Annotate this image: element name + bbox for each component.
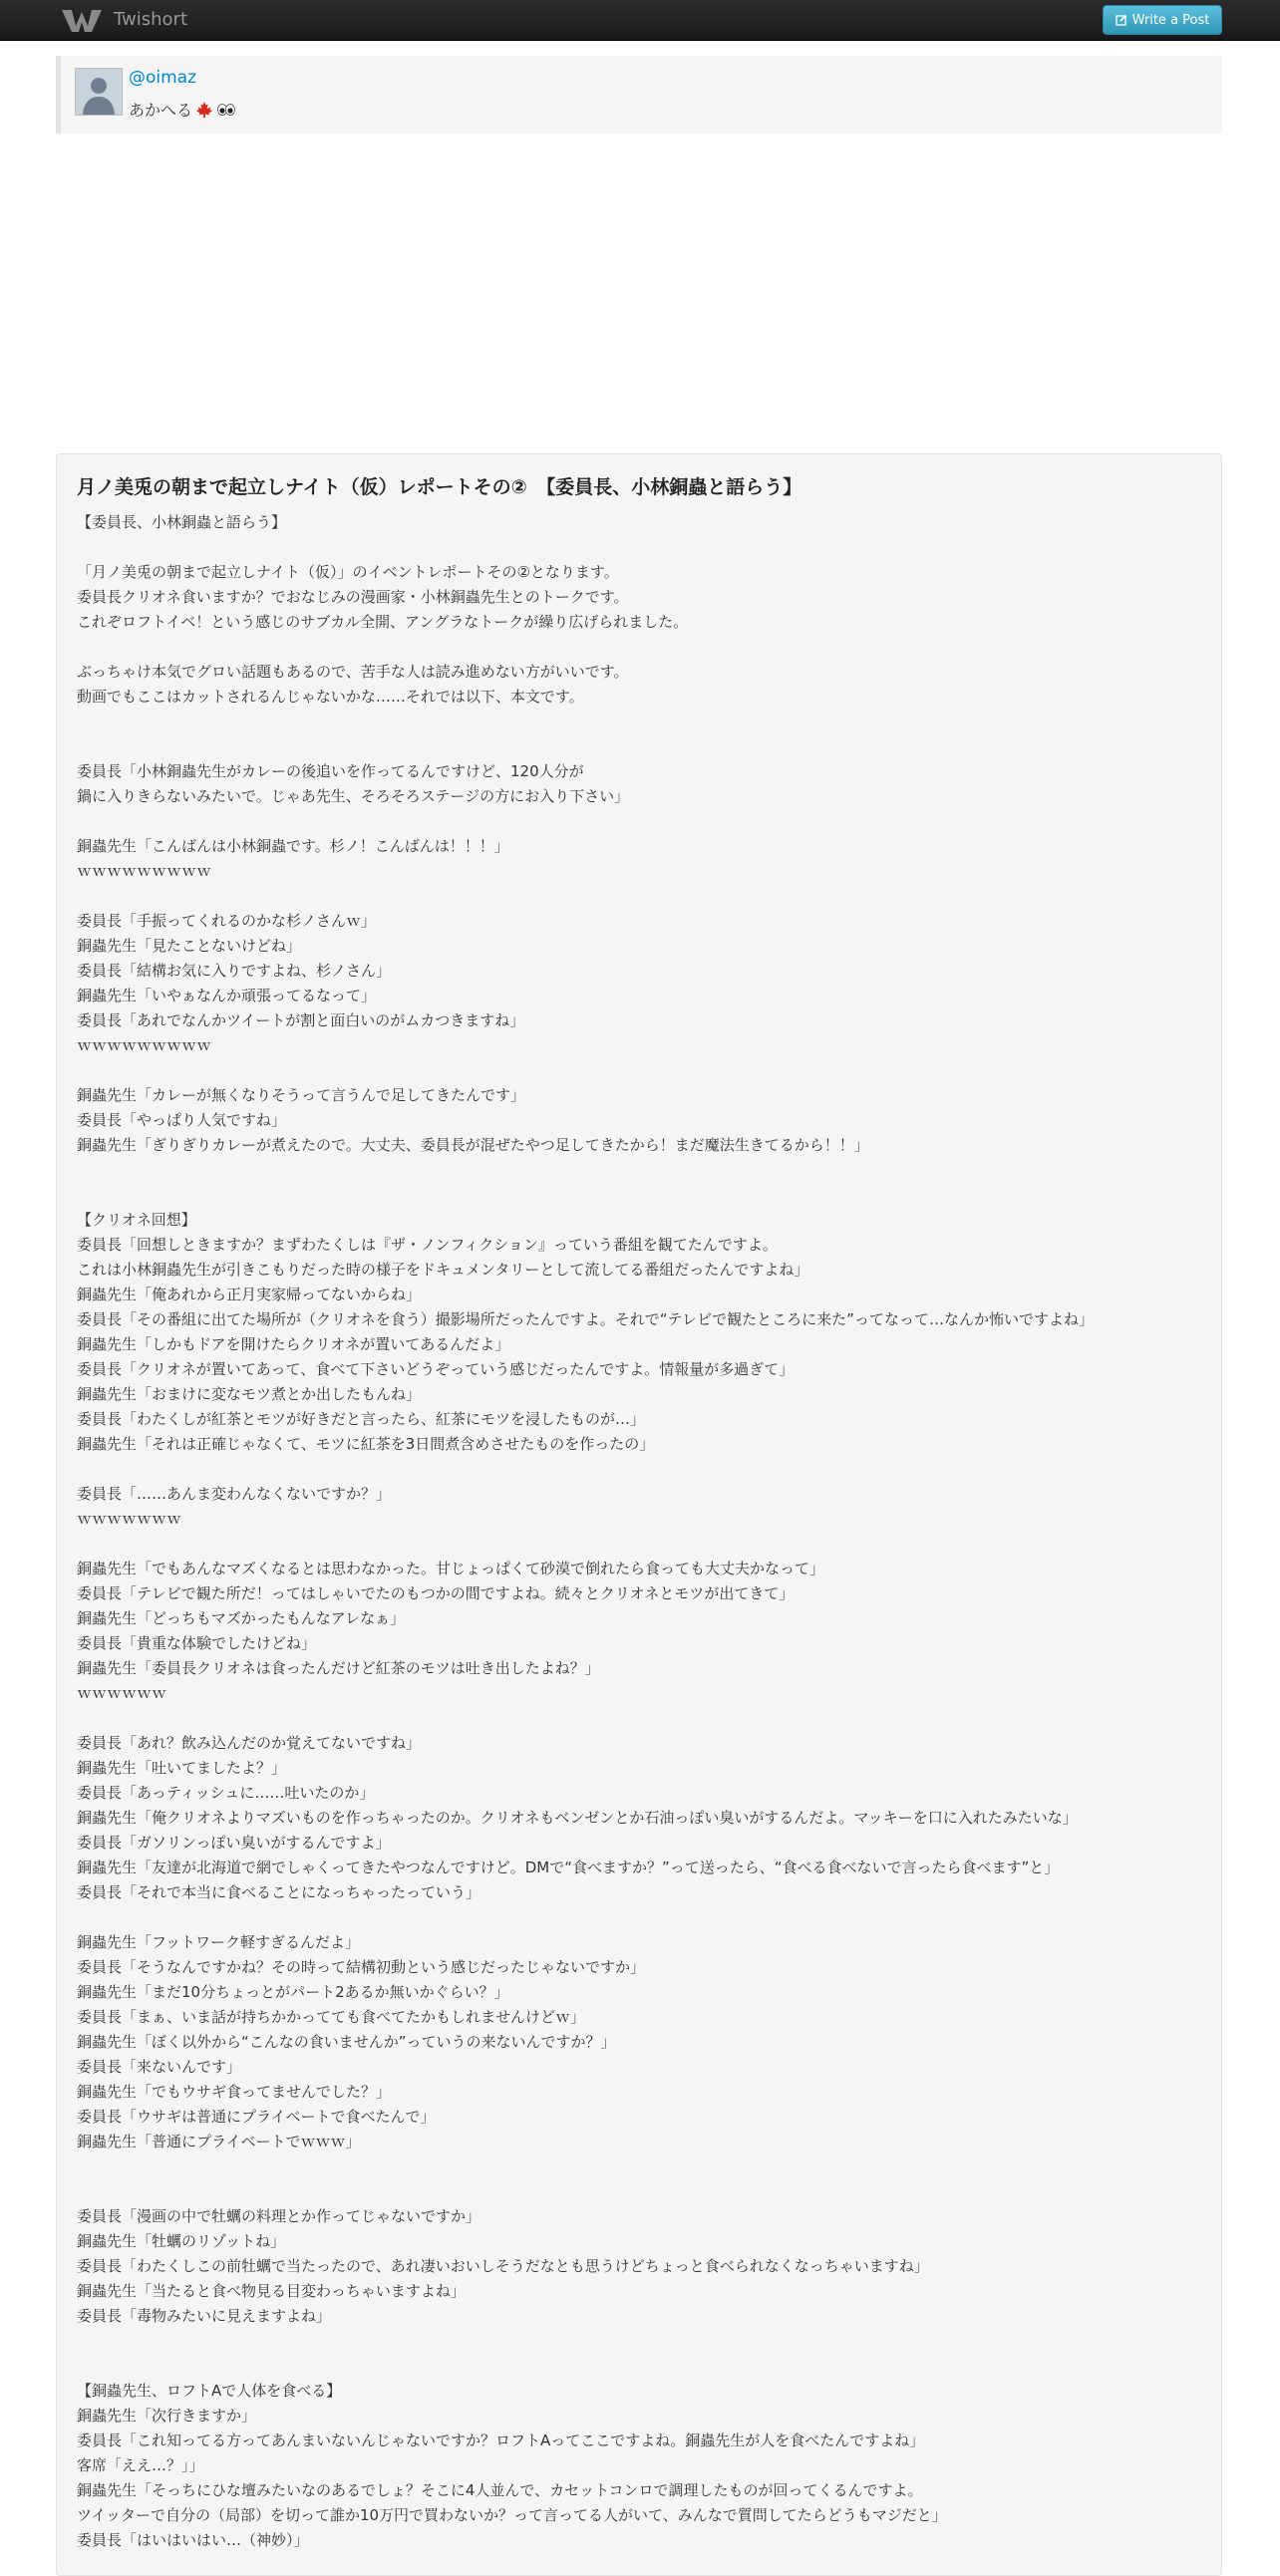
post-line: 委員長「ウサギは普通にプライベートで食べたんで」 bbox=[77, 2108, 436, 2126]
post-line: 銅蟲先生「まだ10分ちょっとがパート2あるか無いかぐらい？」 bbox=[77, 1983, 509, 2001]
post-line: ｗｗｗｗｗｗ bbox=[77, 1684, 167, 1702]
post-line bbox=[77, 1058, 1203, 1083]
post-line: 銅蟲先生「そっちにひな壇みたいなのあるでしょ？そこに4人並んで、カセットコンロで調理したものが回ってくるんですよ。 bbox=[77, 2481, 923, 2499]
post-line: 【クリオネ回想】 bbox=[77, 1211, 196, 1229]
post-line: 委員長「あっティッシュに……吐いたのか」 bbox=[77, 1784, 375, 1802]
post-line: ｗｗｗｗｗｗｗｗｗ bbox=[77, 862, 212, 880]
post-line: これぞロフトイベ！という感じのサブカル全開、アングラなトークが繰り広げられました。 bbox=[77, 613, 689, 631]
brand-name[interactable]: Twishort bbox=[114, 9, 187, 30]
post-line: 委員長「そうなんですかね？その時って結構初動という感じだったじゃないですか」 bbox=[77, 1958, 646, 1976]
post-line: 委員長「あれ？飲み込んだのか覚えてないですね」 bbox=[77, 1734, 422, 1752]
profile-card bbox=[56, 56, 1222, 134]
post-line: 委員長「はいはいはい…（神妙）」 bbox=[77, 2531, 309, 2549]
post-line: 【委員長、小林銅蟲と語らう】 bbox=[77, 513, 287, 531]
write-post-button[interactable] bbox=[1103, 5, 1222, 35]
maple-leaf-icon bbox=[194, 101, 214, 119]
post-line bbox=[77, 734, 1203, 759]
post-line: 銅蟲先生「でもウサギ食ってませんでした？」 bbox=[77, 2083, 392, 2101]
post-line: 銅蟲先生「牡蠣のリゾットね」 bbox=[77, 2232, 286, 2250]
post-line: 銅蟲先生「カレーが無くなりそうって言うんで足してきたんです」 bbox=[77, 1086, 526, 1104]
post-line: 銅蟲先生「見たことないけどね」 bbox=[77, 937, 302, 955]
post-line bbox=[77, 1183, 1203, 1208]
post-line bbox=[77, 710, 1203, 734]
post-line: ｗｗｗｗｗｗｗ bbox=[77, 1510, 182, 1528]
post-line bbox=[77, 884, 1203, 909]
post-line: 委員長「回想しときますか？まずわたくしは『ザ・ノンフィクション』っていう番組を観てたんですよ。 bbox=[77, 1236, 778, 1254]
post-line: 委員長「手振ってくれるのかな杉ノさんｗ」 bbox=[77, 912, 377, 930]
post-card bbox=[56, 453, 1222, 2576]
post-line: 銅蟲先生「委員長クリオネは食ったんだけど紅茶のモツは吐き出したよね？」 bbox=[77, 1659, 600, 1677]
post-line: 銅蟲先生「ぼく以外から“こんなの食いませんか”っていうの来ないんですか？」 bbox=[77, 2033, 616, 2051]
post-line: 委員長「……あんま変わんなくないですか？」 bbox=[77, 1485, 392, 1503]
post-line: 委員長「貴重な体験でしたけどね」 bbox=[77, 1634, 317, 1652]
post-line: 委員長「その番組に出てた場所が（クリオネを食う）撮影場所だったんですよ。それで“テレビで観たところに来た”ってなって…なんか怖いですよね」 bbox=[77, 1310, 1094, 1328]
post-line: 委員長「小林銅蟲先生がカレーの後追いを作ってるんですけど、120人分が bbox=[77, 762, 584, 780]
post-line: 委員長「これ知ってる方ってあんまいないんじゃないですか？ロフトAってここですよね。銅蟲先生が人を食べたんですよね」 bbox=[77, 2432, 925, 2449]
profile-bio bbox=[129, 98, 236, 121]
post-line: 銅蟲先生「おまけに変なモツ煮とか出したもんね」 bbox=[77, 1385, 422, 1403]
post-line: 委員長クリオネ食いますか？でおなじみの漫画家・小林銅蟲先生とのトークです。 bbox=[77, 588, 629, 606]
post-line: 銅蟲先生「当たると食べ物見る目変わっちゃいますよね」 bbox=[77, 2282, 466, 2300]
post-line: 委員長「テレビで観た所だ！ってはしゃいでたのもつかの間ですよね。続々とクリオネとモツが出てきて」 bbox=[77, 1584, 795, 1602]
twishort-logo-icon[interactable] bbox=[60, 6, 104, 34]
post-line bbox=[77, 2179, 1203, 2204]
post-line: 委員長「毒物みたいに見えますよね」 bbox=[77, 2307, 332, 2325]
post-line: 銅蟲先生「次行きますか」 bbox=[77, 2407, 257, 2425]
post-line: 銅蟲先生「しかもドアを開けたらクリオネが置いてあるんだよ」 bbox=[77, 1335, 510, 1353]
post-line: 銅蟲先生「俺あれから正月実家帰ってないからね」 bbox=[77, 1286, 422, 1303]
post-title: 月ノ美兎の朝まで起立しナイト（仮）レポートその② 【委員長、小林銅蟲と語らう】 bbox=[77, 476, 802, 498]
post-line: 委員長「あれでなんかツイートが割と面白いのがムカつきますね」 bbox=[77, 1011, 525, 1029]
post-body bbox=[77, 510, 1203, 2553]
post-line: 委員長「結構お気に入りですよね、杉ノさん」 bbox=[77, 962, 392, 980]
eyes-icon bbox=[216, 101, 236, 119]
post-line: 銅蟲先生「それは正確じゃなくて、モツに紅茶を3日間煮含めさせたものを作ったの」 bbox=[77, 1435, 655, 1453]
top-navbar bbox=[0, 0, 1280, 41]
post-line: 動画でもここはカットされるんじゃないかな……それでは以下、本文です。 bbox=[77, 688, 584, 706]
post-line: 委員長「来ないんです」 bbox=[77, 2058, 242, 2076]
post-line: 銅蟲先生「フットワーク軽すぎるんだよ」 bbox=[77, 1933, 360, 1951]
post-line: ｗｗｗｗｗｗｗｗｗ bbox=[77, 1036, 212, 1054]
post-line: 委員長「わたくしが紅茶とモツが好きだと言ったら、紅茶にモツを浸したものが…」 bbox=[77, 1410, 646, 1428]
avatar[interactable] bbox=[75, 68, 123, 116]
post-line: ツイッターで自分の（局部）を切って誰か10万円で買わないか？って言ってる人がいて、みんなで質問してたらどうもマジだと」 bbox=[77, 2506, 947, 2524]
post-line bbox=[77, 2154, 1203, 2179]
post-line: 委員長「ガソリンっぽい臭いがするんですよ」 bbox=[77, 1834, 391, 1852]
post-line bbox=[77, 1457, 1203, 1482]
post-line: 鍋に入りきらないみたいで。じゃあ先生、そろそろステージの方にお入り下さい」 bbox=[77, 787, 630, 805]
post-line: 銅蟲先生「いやぁなんか頑張ってるなって」 bbox=[77, 987, 377, 1004]
post-line: 委員長「それで本当に食べることになっちゃったっていう」 bbox=[77, 1883, 481, 1901]
post-line bbox=[77, 2354, 1203, 2379]
post-line: 銅蟲先生「ぎりぎりカレーが煮えたので。大丈夫、委員長が混ぜたやつ足してきたから！まだ魔法生きてるから！！」 bbox=[77, 1136, 869, 1154]
post-line bbox=[77, 635, 1203, 660]
post-line bbox=[77, 1158, 1203, 1183]
post-line: 委員長「わたくしこの前牡蠣で当たったので、あれ凄いおいしそうだなとも思うけどちょっと食べられなくなっちゃいますね」 bbox=[77, 2257, 929, 2275]
post-line: 【銅蟲先生、ロフトAで人体を食べる】 bbox=[77, 2382, 342, 2400]
post-line: 銅蟲先生「どっちもマズかったもんなアレなぁ」 bbox=[77, 1609, 406, 1627]
post-line bbox=[77, 2329, 1203, 2354]
post-line: 委員長「やっぱり人気ですね」 bbox=[77, 1111, 287, 1129]
post-line bbox=[77, 535, 1203, 560]
post-line: 銅蟲先生「友達が北海道で網でしゃくってきたやつなんですけど。DMで“食べますか？”って送ったら、“食べる食べないで言ったら食べます”と」 bbox=[77, 1859, 1060, 1876]
post-line: 委員長「クリオネが置いてあって、食べて下さいどうぞっていう感じだったんですよ。情報量が多過ぎて」 bbox=[77, 1360, 795, 1378]
post-line bbox=[77, 1532, 1203, 1557]
post-line: 銅蟲先生「俺クリオネよりマズいものを作っちゃったのか。クリオネもベンゼンとか石油っぽい臭いがするんだよ。マッキーを口に入れたみたいな」 bbox=[77, 1809, 1078, 1827]
edit-icon bbox=[1116, 14, 1127, 26]
post-line: 「月ノ美兎の朝まで起立しナイト（仮）」のイベントレポートその②となります。 bbox=[77, 563, 619, 581]
post-line: これは小林銅蟲先生が引きこもりだった時の様子をドキュメンタリーとして流してる番組だったんですよね」 bbox=[77, 1261, 809, 1279]
profile-username-link[interactable]: @oimaz bbox=[129, 68, 197, 88]
post-line: 銅蟲先生「でもあんなマズくなるとは思わなかった。甘じょっぱくて砂漠で倒れたら食っても大丈夫かなって」 bbox=[77, 1560, 825, 1577]
post-line: 委員長「漫画の中で牡蠣の料理とか作ってじゃないですか」 bbox=[77, 2207, 481, 2225]
post-line: ぶっちゃけ本気でグロい話題もあるので、苦手な人は読み進めない方がいいです。 bbox=[77, 663, 629, 681]
post-line: 委員長「まぁ、いま話が持ちかかってても食べてたかもしれませんけどｗ」 bbox=[77, 2008, 586, 2026]
post-line: 銅蟲先生「普通にプライベートでｗｗｗ」 bbox=[77, 2133, 361, 2150]
post-line bbox=[77, 809, 1203, 834]
post-line: 銅蟲先生「吐いてましたよ？」 bbox=[77, 1759, 287, 1777]
post-line: 客席「ええ…？」」 bbox=[77, 2456, 204, 2474]
profile-bio-text: あかへる bbox=[129, 101, 193, 120]
write-post-label: Write a Post bbox=[1131, 12, 1210, 28]
post-line bbox=[77, 1905, 1203, 1930]
post-line: 銅蟲先生「こんばんは小林銅蟲です。杉ノ！こんばんは！！！」 bbox=[77, 837, 509, 855]
post-line bbox=[77, 1706, 1203, 1731]
